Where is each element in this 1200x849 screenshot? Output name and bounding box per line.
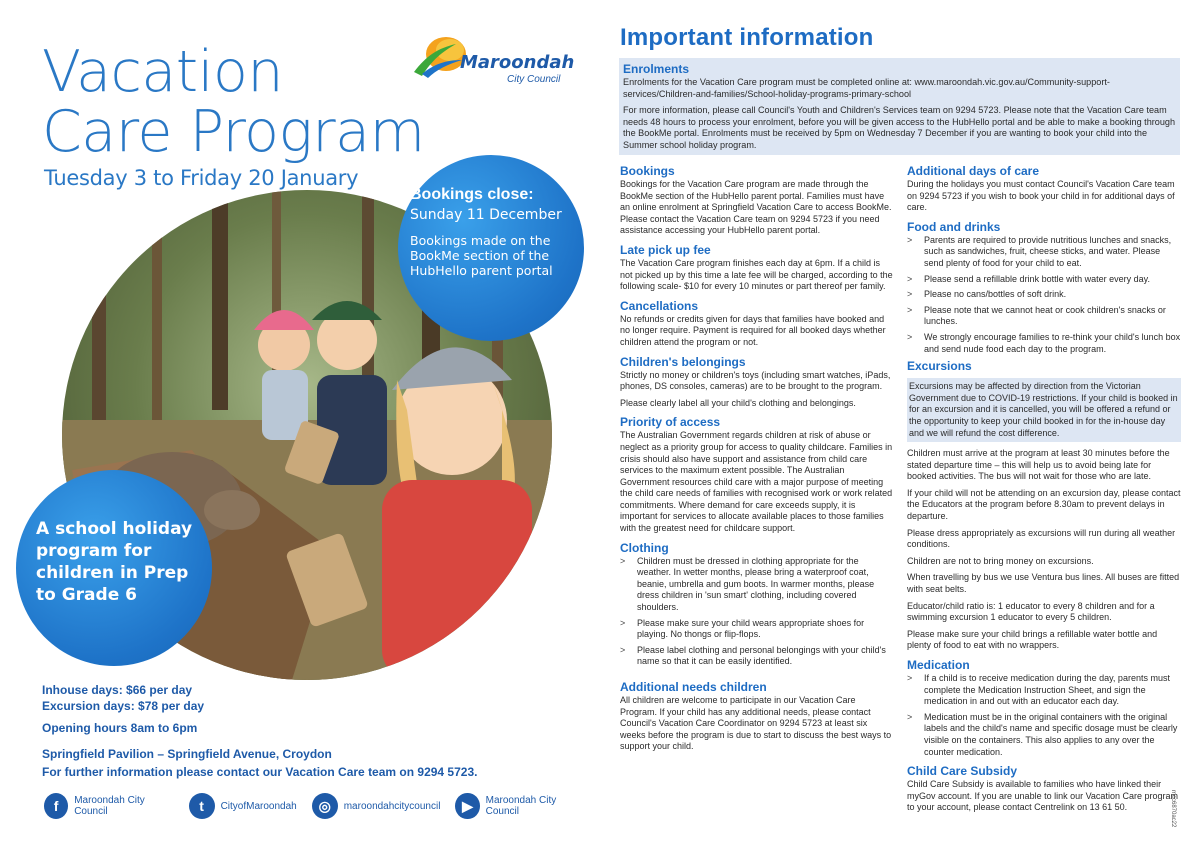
excursion-price: Excursion days: $78 per day — [42, 699, 205, 713]
bullet-marker: > — [907, 331, 913, 342]
list-item-text: Please no cans/bottles of soft drink. — [924, 289, 1067, 300]
medication-list — [907, 673, 1181, 758]
contact-info: For further information please contact our Vacation Care team on 9294 5723. — [42, 765, 478, 779]
medication-heading: Medication — [907, 658, 970, 672]
info-column-left — [620, 164, 893, 753]
ccs-text: Child Care Subsidy is available to families who have linked their myGov account. If you are unable to link our Vacation Care program to your account, please contact Centrelink on 13 61 50. — [907, 779, 1178, 813]
venue-location: Springfield Pavilion – Springfield Avenue, Croydon — [42, 747, 332, 761]
social-youtube[interactable] — [455, 793, 585, 819]
late-fee-text: The Vacation Care program finishes each day at 6pm. If a child is not picked up by this time a late fee will be charged, according to the following scale- $10 for every 10 minutes or part thereof per family. — [620, 257, 893, 292]
logo-name: Maroondah — [460, 52, 575, 73]
twitter-icon: t — [189, 793, 215, 819]
cancellations-text: No refunds or credits given for days that families have booked and no longer require. Payment is required for all booked days whether children attend the program or not. — [620, 313, 886, 347]
late-fee-heading: Late pick up fee — [620, 242, 711, 257]
school-holiday-bubble — [16, 470, 212, 666]
excursions-text: When travelling by bus we use Ventura bus lines. All buses are fitted with seat belts. — [907, 572, 1180, 595]
clothing-heading: Clothing — [620, 540, 669, 555]
additional-days-text: During the holidays you must contact Council's Vacation Care team on 9294 5723 if you wish to book your child in for additional days of care. — [907, 179, 1175, 213]
info-panel — [600, 0, 1200, 849]
bullet-marker: > — [907, 234, 913, 245]
list-item-text: If a child is to receive medication during the day, parents must complete the Medication Instruction Sheet, and sign the medication in and out with an educator each day. — [924, 673, 1170, 707]
pricing-info — [42, 682, 332, 762]
youtube-icon: ▶ — [455, 793, 479, 819]
excursions-text: Please make sure your child brings a refillable water bottle and plenty of food to eat with no wrappers. — [907, 628, 1158, 651]
excursions-text: Children are not to bring money on excursions. — [907, 555, 1094, 566]
inhouse-price: Inhouse days: $66 per day — [42, 683, 193, 697]
program-dates: Tuesday 3 to Friday 20 January — [44, 166, 359, 190]
bookings-close-bubble — [398, 155, 584, 341]
title-line-1: Vacation — [42, 39, 283, 105]
social-facebook[interactable] — [44, 793, 174, 819]
priority-heading: Priority of access — [620, 415, 721, 430]
social-label: Maroondah City Council — [74, 795, 145, 817]
council-logo — [412, 30, 575, 90]
belongings-text-2: Please clearly label all your child's clothing and belongings. — [620, 397, 856, 408]
bullet-marker: > — [907, 673, 913, 683]
excursions-text: Educator/child ratio is: 1 educator to every 8 children and for a swimming excursion 1 educator to every 5 children. — [907, 600, 1155, 623]
list-item — [620, 556, 893, 614]
list-item-text: Please note that we cannot heat or cook children's snacks or lunches. — [924, 304, 1166, 327]
list-item — [620, 645, 893, 668]
excursions-covid-box — [907, 378, 1181, 442]
bookings-text: Bookings for the Vacation Care program are made through the BookMe section of the HubHello parent portal. Families must have an online enrolment at Springfield Vacation Care to access BookMe. Please contact the Vacation Care team on 9294 5723 if you need assistance accessing your HubHello parent portal. — [620, 179, 892, 236]
bookings-close-date: Sunday 11 December — [410, 207, 562, 223]
enrolments-heading: Enrolments — [623, 62, 690, 76]
list-item-text: Please label clothing and personal belongings with your child's name so that it can be easily identified. — [637, 644, 886, 667]
list-item — [907, 673, 1181, 708]
enrolments-box — [619, 58, 1180, 155]
important-info-title: Important information — [620, 24, 874, 51]
list-item — [907, 235, 1181, 270]
clothing-list — [620, 556, 893, 668]
list-item — [907, 289, 1181, 301]
bullet-marker: > — [907, 304, 913, 315]
additional-needs-text: All children are welcome to participate in our Vacation Care Program. If your child has any additional needs, please contact Council's Vacation Care Coordinator on 9294 5723 at least six weeks before the program is due to start to discuss the best ways to support your child. — [620, 695, 892, 752]
excursions-text: Please dress appropriately as excursions will run during all weather conditions. — [907, 527, 1176, 550]
social-links — [44, 793, 600, 819]
document-code: mcc6870ac22 — [1170, 790, 1176, 828]
info-column-right — [907, 164, 1181, 814]
belongings-heading: Children's belongings — [620, 354, 746, 369]
bullet-marker: > — [907, 273, 913, 284]
list-item-text: Please make sure your child wears appropriate shoes for playing. No thongs or flip-flops. — [637, 617, 865, 640]
list-item-text: Children must be dressed in clothing appropriate for the weather. In wetter months, please bring a waterproof coat, beanie, umbrella and gum boots. In warmer months, please dress children in 'sun smart' clothing, including covered shoulders. — [637, 555, 875, 613]
social-twitter[interactable] — [189, 793, 297, 819]
excursions-heading: Excursions — [907, 359, 972, 374]
belongings-text-1: Strictly no money or children's toys (including smart watches, iPads, phones, DS consoles, cameras) are to be brought to the program. — [620, 369, 891, 392]
food-list — [907, 235, 1181, 355]
ccs-heading: Child Care Subsidy — [907, 764, 1018, 779]
excursions-covid-text: Excursions may be affected by direction from the Victorian Government due to COVID-19 restrictions. If your child is booked in for an excursion and it is cancelled, you will be offered a refund or the opportunity to keep your child booked in for the in-house day and we will refund the cost difference. — [909, 381, 1178, 438]
additional-days-heading: Additional days of care — [907, 164, 1040, 178]
list-item-text: Medication must be in the original containers with the original labels and the child's name and specific dosage must be clearly visible on the containers. This also applies to any over the counter medication. — [924, 711, 1178, 757]
bookings-close-title: Bookings close: — [410, 186, 534, 203]
opening-hours: Opening hours 8am to 6pm — [42, 721, 198, 735]
title-line-2: Care Program — [42, 99, 425, 165]
cancellations-heading: Cancellations — [620, 298, 699, 313]
bullet-marker: > — [620, 617, 626, 628]
enrolments-text-2: For more information, please call Council's Youth and Children's Services team on 9294 5723. Please note that the Vacation Care team needs 48 hours to process your enrolment, before you will be given access to the HubHello portal and be able to make a booking through the BookMe portal. Enrolments must be received by 5pm on Wednesday 7 December if you are wanting to book your child into the Summer school holiday program. — [623, 105, 1176, 150]
list-item-text: Parents are required to provide nutritious lunches and snacks, such as sandwiches, fruit, cheese sticks, and water. Please send plenty of food for your child to eat. — [924, 234, 1172, 268]
program-title — [42, 39, 425, 165]
bullet-marker: > — [620, 555, 626, 566]
list-item — [907, 274, 1181, 286]
list-item — [907, 712, 1181, 758]
social-label: CityofMaroondah — [220, 800, 297, 812]
instagram-icon: ◎ — [312, 793, 338, 819]
list-item — [907, 305, 1181, 328]
additional-needs-heading: Additional needs children — [620, 680, 767, 694]
list-item — [620, 618, 893, 641]
list-item-text: We strongly encourage families to re-think your child's lunch box and send nude food each day to the program. — [924, 331, 1181, 354]
facebook-icon: f — [44, 793, 68, 819]
social-label: maroondahcitycouncil — [343, 800, 441, 812]
list-item-text: Please send a refillable drink bottle with water every day. — [924, 273, 1150, 284]
bullet-marker: > — [907, 289, 913, 300]
bookings-heading: Bookings — [620, 164, 675, 178]
social-label: Maroondah City Council — [485, 795, 557, 817]
bullet-marker: > — [907, 711, 913, 722]
enrolments-text-1: Enrolments for the Vacation Care program must be completed online at: www.maroondah.vic.gov.au/Community-support-services/Children-and-families/School-holiday-programs-primary-school — [623, 77, 1110, 99]
food-heading: Food and drinks — [907, 219, 1001, 234]
school-holiday-text: A school holiday program for children in Prep to Grade 6 — [36, 519, 193, 605]
excursions-text: If your child will not be attending on an excursion day, please contact the Educators at the program before 8.30am to prevent delays in departure. — [907, 487, 1181, 522]
bookings-close-text: Bookings made on the BookMe section of the HubHello parent portal — [410, 233, 553, 278]
excursions-text: Children must arrive at the program at least 30 minutes before the stated departure time – this will help us to avoid being late for booked activities. The bus will not wait for those who are late. — [907, 448, 1170, 482]
bullet-marker: > — [620, 644, 626, 655]
social-instagram[interactable] — [312, 793, 441, 819]
logo-subtitle: City Council — [507, 74, 561, 85]
priority-text: The Australian Government regards children at risk of abuse or neglect as a priority group for access to quality childcare. Families in crisis should also have support and assistance from child care services to the maximum extent possible. The Australian Government resources child care with a major purpose of meeting the child care needs of families with recognised work or work related commitments. Where demand for care exceeds supply, it is important for services to allocate available places to those families with the greatest need for childcare support. — [620, 430, 893, 534]
list-item — [907, 332, 1181, 355]
